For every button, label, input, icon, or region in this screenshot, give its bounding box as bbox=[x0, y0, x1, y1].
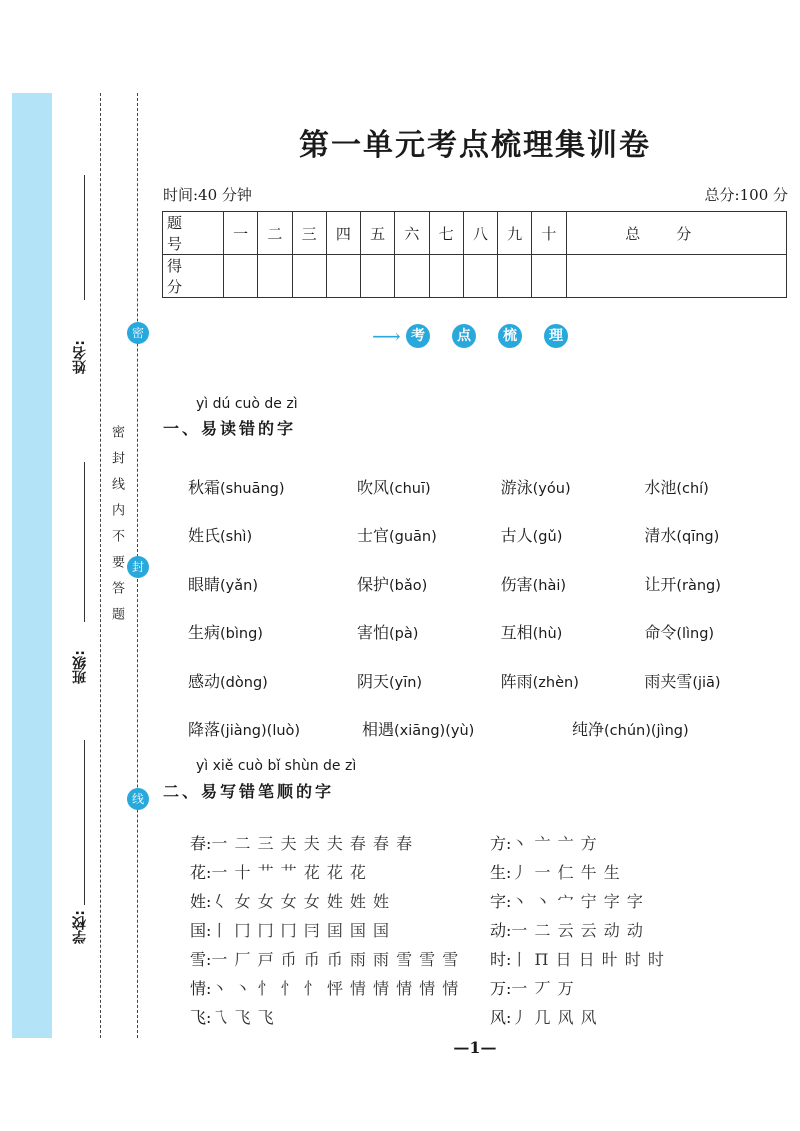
word-pinyin: (gǔ) bbox=[532, 529, 563, 546]
word-pinyin: (jiā) bbox=[692, 674, 721, 691]
stroke-char: 方: bbox=[490, 834, 512, 853]
word-pinyin: (chún)(jìng) bbox=[604, 723, 689, 740]
score-cell-total[interactable] bbox=[566, 255, 787, 298]
section1-heading: 一、易读错的字 bbox=[163, 419, 297, 438]
word: 保护 bbox=[356, 574, 389, 594]
stroke-item bbox=[490, 860, 790, 883]
stroke-sequence: 乁 飞 飞 bbox=[211, 1008, 275, 1027]
stroke-sequence: 一 二 三 夫 夫 夫 春 春 春 bbox=[211, 834, 414, 853]
word: 纯净 bbox=[572, 720, 605, 740]
word: 阵雨 bbox=[500, 671, 533, 691]
stroke-row bbox=[190, 1002, 790, 1031]
word: 阴天 bbox=[356, 671, 389, 691]
word-item bbox=[644, 572, 788, 595]
word: 姓氏 bbox=[188, 526, 221, 546]
word-item bbox=[357, 475, 501, 498]
word-pinyin: (hù) bbox=[532, 626, 563, 643]
stroke-char: 字: bbox=[490, 892, 512, 911]
score-cell[interactable] bbox=[361, 255, 395, 298]
stroke-sequence: 丶 亠 亠 方 bbox=[511, 834, 598, 853]
word-pinyin: (hài) bbox=[532, 577, 567, 594]
name-label: 姓名: bbox=[72, 340, 88, 374]
word-pinyin: (bǎo) bbox=[388, 577, 428, 594]
seal-xian-badge: 线 bbox=[127, 788, 149, 810]
word-item bbox=[644, 669, 788, 692]
score-cell[interactable] bbox=[429, 255, 463, 298]
class-label: 班级: bbox=[72, 650, 88, 684]
score-cell[interactable] bbox=[463, 255, 497, 298]
stroke-char: 春: bbox=[190, 834, 212, 853]
word-pinyin: (ràng) bbox=[676, 577, 721, 594]
word-row bbox=[188, 462, 788, 511]
stroke-char: 时: bbox=[490, 950, 512, 969]
word: 生病 bbox=[188, 623, 221, 643]
word-row bbox=[188, 705, 788, 754]
banner-word: 考 bbox=[406, 324, 430, 348]
stroke-char: 雪: bbox=[190, 950, 212, 969]
word-row bbox=[188, 656, 788, 705]
word: 相遇 bbox=[362, 720, 395, 740]
seal-mi-badge: 密 bbox=[127, 322, 149, 344]
word: 感动 bbox=[188, 671, 221, 691]
stroke-order-list bbox=[190, 828, 790, 1031]
total-score: 总分:100 分 bbox=[704, 186, 788, 204]
word-pinyin: (shuāng) bbox=[220, 480, 285, 497]
word: 古人 bbox=[500, 526, 533, 546]
score-col: 二 bbox=[258, 212, 292, 255]
stroke-item bbox=[490, 889, 790, 912]
word-pinyin: (xiāng)(yù) bbox=[394, 723, 475, 740]
word-item bbox=[188, 572, 357, 595]
score-row-label: 得分 bbox=[163, 255, 224, 298]
stroke-row bbox=[190, 973, 790, 1002]
section1-pinyin: yì dú cuò de zì bbox=[196, 396, 298, 412]
word: 眼睛 bbox=[188, 574, 221, 594]
word: 吹风 bbox=[356, 477, 389, 497]
stroke-sequence: 一 十 艹 艹 花 花 花 bbox=[211, 863, 367, 882]
word-item bbox=[501, 475, 645, 498]
stroke-sequence: 一 二 云 云 动 动 bbox=[511, 921, 644, 940]
score-value-row bbox=[163, 255, 787, 298]
word: 伤害 bbox=[500, 574, 533, 594]
word-item bbox=[188, 475, 357, 498]
stroke-sequence: 丨 冂 冂 冂 冃 囯 国 国 bbox=[211, 921, 391, 940]
stroke-item bbox=[190, 976, 490, 999]
stroke-item bbox=[190, 860, 490, 883]
score-col-total: 总分 bbox=[566, 212, 787, 255]
word: 士官 bbox=[356, 526, 389, 546]
section2-pinyin: yì xiě cuò bǐ shùn de zì bbox=[196, 758, 357, 774]
score-cell[interactable] bbox=[258, 255, 292, 298]
word-pinyin: (lìng) bbox=[676, 626, 715, 643]
school-label: 学校: bbox=[72, 910, 88, 944]
word-item bbox=[501, 620, 645, 643]
page-number: —1— bbox=[453, 1038, 497, 1057]
word-pinyin: (yīn) bbox=[388, 674, 423, 691]
stroke-item bbox=[190, 831, 490, 854]
score-cell[interactable] bbox=[532, 255, 566, 298]
word-row bbox=[188, 608, 788, 657]
stroke-item bbox=[490, 1005, 790, 1028]
stroke-row bbox=[190, 944, 790, 973]
word-item bbox=[357, 523, 501, 546]
word-item bbox=[644, 620, 788, 643]
score-col: 六 bbox=[395, 212, 429, 255]
word: 雨夹雪 bbox=[644, 671, 693, 691]
word-item bbox=[357, 669, 501, 692]
word-pinyin: (bìng) bbox=[220, 626, 263, 643]
score-cell[interactable] bbox=[292, 255, 326, 298]
stroke-item bbox=[490, 976, 790, 999]
time-limit: 时间:40 分钟 bbox=[163, 186, 252, 204]
score-col: 三 bbox=[292, 212, 326, 255]
page-title: 第一单元考点梳理集训卷 bbox=[299, 128, 651, 163]
banner-word: 点 bbox=[452, 324, 476, 348]
section2-heading: 二、易写错笔顺的字 bbox=[163, 782, 335, 801]
class-blank-line bbox=[84, 462, 85, 622]
school-blank-line bbox=[84, 740, 85, 905]
word-item bbox=[188, 669, 357, 692]
stroke-item bbox=[490, 947, 790, 970]
score-header-row bbox=[163, 212, 787, 255]
word-item bbox=[362, 717, 572, 740]
banner-word: 梳 bbox=[498, 324, 522, 348]
word-pinyin: (jiàng)(luò) bbox=[220, 723, 301, 740]
section-banner bbox=[372, 320, 577, 352]
stroke-row bbox=[190, 828, 790, 857]
word-pinyin: (chuī) bbox=[388, 480, 431, 497]
word-item bbox=[501, 523, 645, 546]
stroke-row bbox=[190, 886, 790, 915]
stroke-item bbox=[190, 947, 490, 970]
score-row-label: 题号 bbox=[163, 212, 224, 255]
stroke-char: 飞: bbox=[190, 1008, 212, 1027]
word: 降落 bbox=[188, 720, 221, 740]
word: 命令 bbox=[644, 623, 677, 643]
word-item bbox=[644, 475, 788, 498]
stroke-item bbox=[490, 831, 790, 854]
stroke-sequence: 一 厂 戸 币 币 币 雨 雨 雪 雪 雪 bbox=[211, 950, 460, 969]
stroke-sequence: 𡿨 女 女 女 女 姓 姓 姓 bbox=[211, 892, 391, 911]
score-col: 九 bbox=[498, 212, 532, 255]
word-item bbox=[357, 620, 501, 643]
word-row bbox=[188, 559, 788, 608]
stroke-sequence: 丨 Π 日 日 旪 时 时 bbox=[511, 950, 665, 969]
word-pinyin: (shì) bbox=[220, 529, 253, 546]
word-item bbox=[357, 572, 501, 595]
dashed-line-outer bbox=[100, 93, 101, 1038]
stroke-row bbox=[190, 915, 790, 944]
stroke-sequence: 丿 一 仁 牛 生 bbox=[511, 863, 621, 882]
stroke-sequence: 丶 丶 忄 忄 忄 怦 情 情 情 情 情 bbox=[211, 979, 460, 998]
stroke-sequence: 丶 丶 宀 宁 字 字 bbox=[511, 892, 644, 911]
stroke-row bbox=[190, 857, 790, 886]
stroke-sequence: 丿 几 风 风 bbox=[511, 1008, 598, 1027]
stroke-char: 花: bbox=[190, 863, 212, 882]
word-pinyin: (pà) bbox=[388, 626, 419, 643]
word-pinyin: (yóu) bbox=[532, 480, 571, 497]
score-col: 一 bbox=[224, 212, 258, 255]
score-col: 八 bbox=[463, 212, 497, 255]
word: 水池 bbox=[644, 477, 677, 497]
stroke-char: 动: bbox=[490, 921, 512, 940]
word: 游泳 bbox=[500, 477, 533, 497]
word: 秋霜 bbox=[188, 477, 221, 497]
binding-strip bbox=[12, 93, 52, 1038]
word-item bbox=[501, 669, 645, 692]
stroke-item bbox=[190, 918, 490, 941]
word-pinyin: (qīng) bbox=[676, 529, 720, 546]
seal-feng-badge: 封 bbox=[127, 556, 149, 578]
word-pinyin: (chí) bbox=[676, 480, 709, 497]
score-col: 七 bbox=[429, 212, 463, 255]
word-item bbox=[188, 717, 362, 740]
stroke-char: 万: bbox=[490, 979, 512, 998]
score-cell[interactable] bbox=[395, 255, 429, 298]
word-item bbox=[188, 523, 357, 546]
score-cell[interactable] bbox=[326, 255, 360, 298]
easy-read-words bbox=[188, 462, 788, 753]
score-table bbox=[162, 211, 787, 298]
word: 让开 bbox=[644, 574, 677, 594]
word-item bbox=[501, 572, 645, 595]
stroke-char: 情: bbox=[190, 979, 212, 998]
word: 害怕 bbox=[356, 623, 389, 643]
word-pinyin: (zhèn) bbox=[532, 674, 579, 691]
stroke-char: 姓: bbox=[190, 892, 212, 911]
stroke-char: 生: bbox=[490, 863, 512, 882]
stroke-item bbox=[190, 1005, 490, 1028]
stroke-item bbox=[490, 918, 790, 941]
word: 互相 bbox=[500, 623, 533, 643]
score-col: 五 bbox=[361, 212, 395, 255]
word-row bbox=[188, 511, 788, 560]
word-pinyin: (guān) bbox=[388, 529, 437, 546]
score-cell[interactable] bbox=[224, 255, 258, 298]
word-pinyin: (dòng) bbox=[220, 674, 268, 691]
name-blank-line bbox=[84, 175, 85, 300]
stroke-char: 国: bbox=[190, 921, 212, 940]
stroke-item bbox=[190, 889, 490, 912]
stroke-char: 风: bbox=[490, 1008, 512, 1027]
score-col: 四 bbox=[326, 212, 360, 255]
word: 清水 bbox=[644, 526, 677, 546]
score-col: 十 bbox=[532, 212, 566, 255]
arrow-icon: ⟶ bbox=[372, 324, 401, 348]
word-pinyin: (yǎn) bbox=[220, 577, 258, 594]
word-item bbox=[644, 523, 788, 546]
banner-word: 理 bbox=[544, 324, 568, 348]
seal-note: 密封线内不要答题 bbox=[109, 425, 124, 633]
word-item bbox=[188, 620, 357, 643]
word-item bbox=[572, 717, 782, 740]
score-cell[interactable] bbox=[498, 255, 532, 298]
stroke-sequence: 一 丆 万 bbox=[511, 979, 575, 998]
